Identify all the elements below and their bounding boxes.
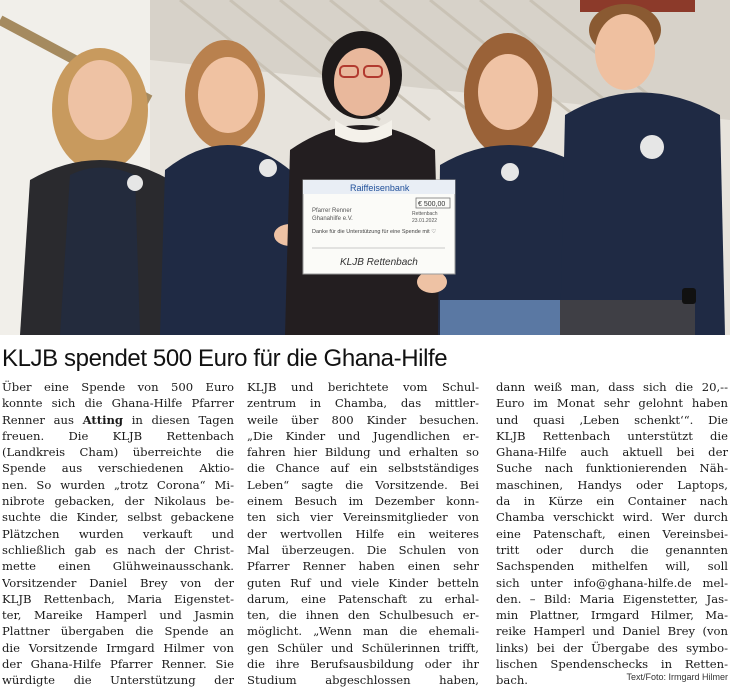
text-line: fahren hier Bildung und erhalten so [247,445,479,460]
text-line: Studium abgeschlossen haben, [247,673,479,688]
text-line: und quasi ‚Leben schenkt‘“. Die [496,412,728,427]
text-line: schließlich gab es nach der Christ- [2,542,234,557]
text-line: guten Ruf und viele Kinder betteln [247,575,479,590]
cheque-date: 23.01.2022 [412,218,438,224]
text-line: zentrum in Chamba, das mittler- [247,396,479,411]
text-line: dann weiß man, dass sich die 20,-- [496,380,728,394]
text-line: den. – Bild: Maria Eigenstetter, Jas- [496,591,728,606]
text-line: freuen. Die KLJB Rettenbach [2,428,234,443]
text-line: links) bei der Übergabe des symbo- [496,640,728,655]
text-line: KLJB Rettenbach unterstützt die [496,428,728,443]
text-line: einem Besuch im Dezember konn- [247,494,479,509]
text-line: Suche nach funktionierenden Näh- [496,461,728,476]
text-line: „Die Kinder und Jugendlichen er- [247,428,479,443]
article-column-2 [247,379,479,689]
text-line: der Ghana-Hilfe Pfarrer Renner. Sie [2,657,234,672]
article-photo [0,0,730,335]
text-line: der wertvollen Hilfe ein weiteres [247,526,479,541]
text-line: Plattner übergaben die Spende an [2,624,234,639]
cheque-place: Rettenbach [412,211,438,217]
text-line: Plätzchen wurden verkauft und [2,526,234,541]
bold-place-name: Atting [82,412,124,427]
text-line: KLJB Rettenbach, Maria Eigenstet- [2,591,234,606]
text-line: würdigte die Unterstützung der [2,673,234,688]
text-line: lischen Spendenschecks in Retten- [496,657,728,672]
text-line: die Vorsitzende Irmgard Hilmer von [2,640,234,655]
text-line: mette einen Glühweinausschank. [2,559,234,574]
text-line: weile über 800 Kinder besuchen. [247,412,479,427]
text-line: eine Patenschaft, einen Vereinsbei- [496,526,728,541]
text-line: die Chance auf ein selbstständiges [247,461,479,476]
text-line: die ihre Berufsausbildung oder ihr [247,657,479,672]
text-line: Ghana-Hilfe auch aktuell bei der [496,445,728,460]
text-line: min Plattner, Irmgard Hilmer, Ma- [496,608,728,623]
cheque-bank: Raiffeisenbank [350,183,410,193]
cheque-amount: € 500,00 [418,201,446,208]
text-line: bach. [496,673,528,688]
text-line: Vorsitzender Daniel Brey von der [2,575,234,590]
text-line: suchte die Kinder, selbst gebackene [2,510,234,525]
text-line: sich unter info@ghana-hilfe.de mel- [496,575,728,590]
photo-credit: Text/Foto: Irmgard Hilmer [626,672,728,682]
text-line: KLJB und berichtete vom Schul- [247,380,479,394]
article-column-1 [2,379,234,689]
text-line: nibrote gebacken, der Nikolaus be- [2,494,234,509]
text-line: Pfarrer Renner haben einen sehr [247,559,479,574]
cheque-purpose: Danke für die Unterstützung für eine Spende mit ♡ [312,229,437,235]
article-column-3 [496,379,728,689]
text-line: Leben“ sagte die Vorsitzende. Bei [247,477,479,492]
text-line: gen Schüler und Schülerinnen trifft, [247,640,479,655]
text-line: möglicht. „Wenn man die ehemali- [247,624,479,639]
text-line: Chamba verschickt wird. Wer durch [496,510,728,525]
cheque-signature: KLJB Rettenbach [340,257,418,268]
donation-cheque [303,180,455,274]
text-line: (Landkreis Cham) überreichte die [2,445,234,460]
text-line: Sachspenden mithelfen will, soll [496,559,728,574]
text-line: darum, eine Patenschaft zu erhal- [247,591,479,606]
text-line: nen. So wurden „trotz Corona“ Mi- [2,477,234,492]
text-line: maschinen, Handys oder Laptops, [496,477,728,492]
text-line: Über eine Spende von 500 Euro [2,380,234,394]
cheque-recipient-2: Ghanahilfe e.V. [312,216,353,222]
text-line: ten, die ihnen den Schulbesuch er- [247,608,479,623]
text-line: Euro im Monat sehr gelohnt haben [496,396,728,411]
text-line: ten sich vier Vereinsmitglieder von [247,510,479,525]
text-line: ter, Mareike Hamperl und Jasmin [2,608,234,623]
text-line: da in Kürze ein Container nach [496,494,728,509]
cheque-recipient-1: Pfarrer Renner [312,208,352,214]
group-photo-illustration [0,0,730,335]
text-line: Mal überzeugen. Die Schulen von [247,542,479,557]
text-line: tritt oder durch die genannten [496,542,728,557]
text-line: konnte sich die Ghana-Hilfe Pfarrer [2,396,234,411]
article-headline: KLJB spendet 500 Euro für die Ghana-Hilfe [2,345,448,372]
text-line: reike Hamperl und Daniel Brey (von [496,624,728,639]
text-line: Renner aus Atting in diesen Tagen [2,412,234,427]
text-line: Spende aus verschiedenen Aktio- [2,461,234,476]
